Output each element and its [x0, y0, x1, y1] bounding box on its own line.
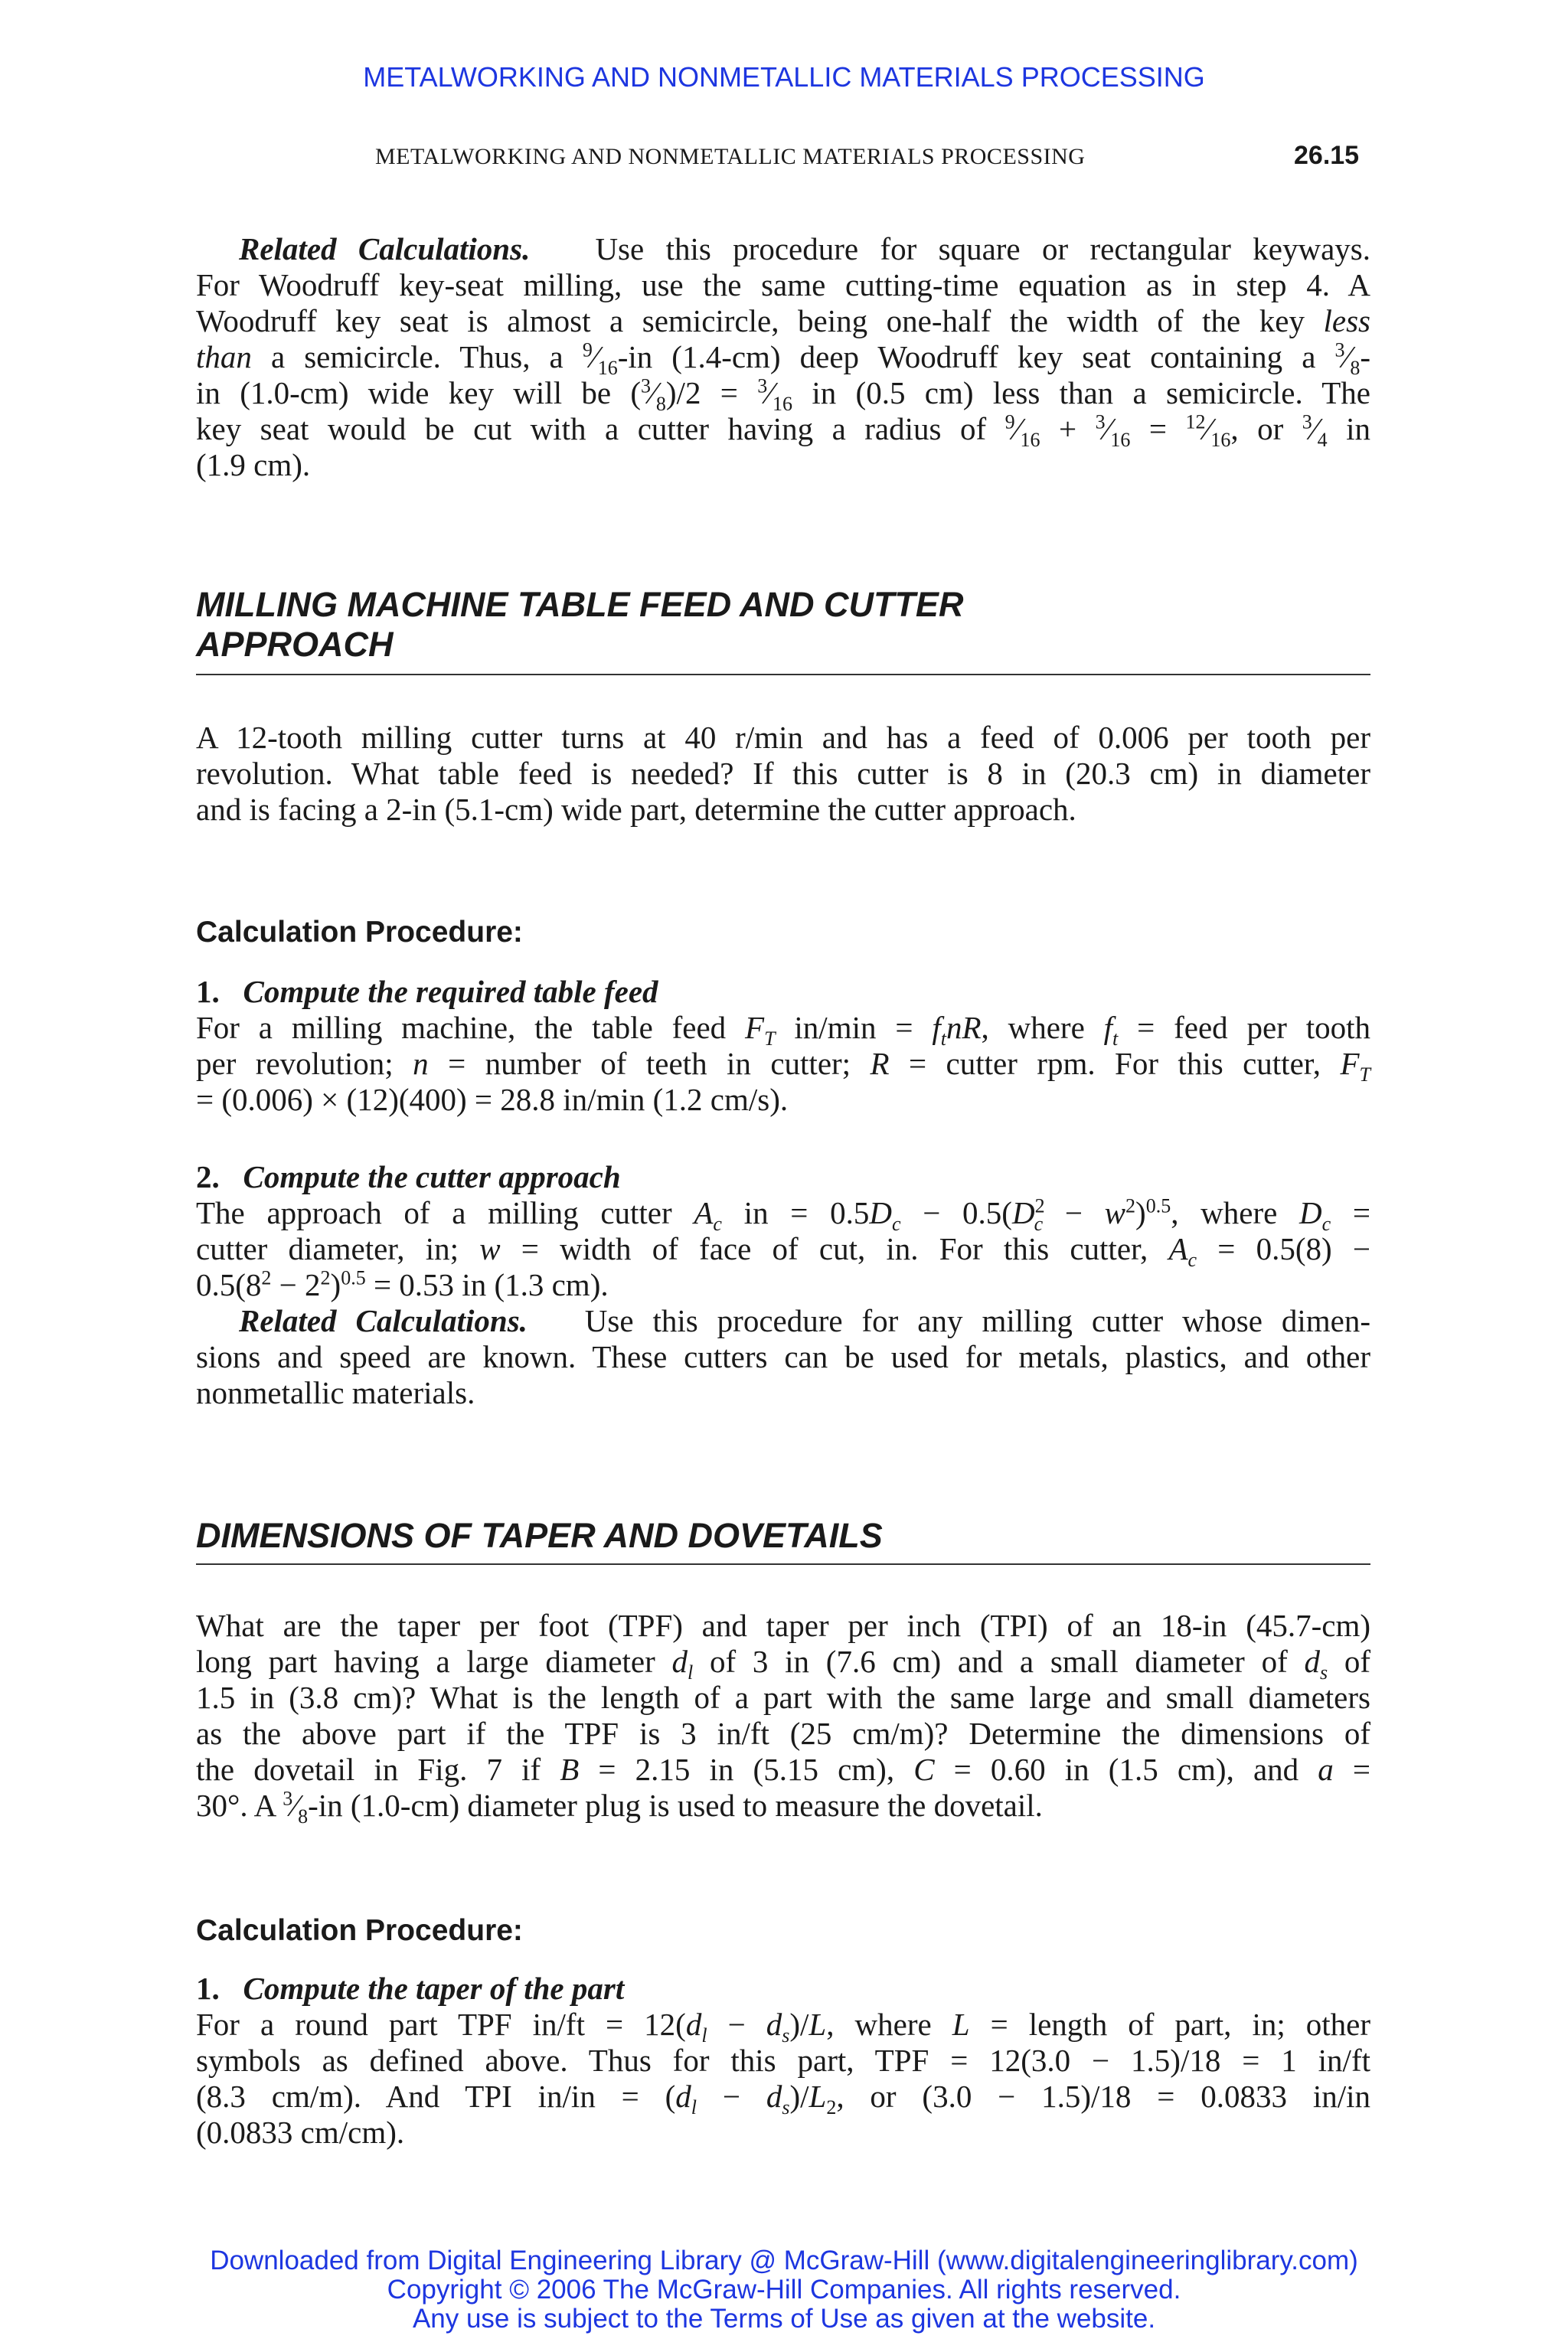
step-1-taper: 1. Compute the taper of the part For a round part TPF $in/ft = 12(d_l - d_s)/L$, where L = length of part, in; other symbols as defined above. Thus for this part, TPF = 12(3.0 − 1.5)/18 = 1 in/ft (8.3 cm/m). And TPI $in/in = (d_l - d_s)/L_2$, or (3.0 − 1.5)/18 = 0.0833 in/in (0.0833 cm/cm). — [196, 1971, 1371, 2150]
banner-title[interactable]: METALWORKING AND NONMETALLIC MATERIALS PROCESSING — [363, 61, 1205, 93]
section-rule — [196, 674, 1370, 675]
footer-terms: Any use is subject to the Terms of Use as given at the website. — [412, 2304, 1156, 2334]
problem-statement-taper: What are the taper per foot (TPF) and taper per inch (TPI) of an 18-in (45.7-cm) long part having a large diameter $d_l$ of 3 in (7.6 cm) and a small diameter of $d_s$ of 1.5 in (3.8 cm)? What is the length of a part with the same large and small diameters as the above part if the TPF is 3 in/ft (25 cm/m)? Determine the dimensions of the dovetail in Fig. 7 if B = 2.15 in (5.15 cm), C = 0.60 in (1.5 cm), and a = 30°. A $^3⁄_8-in$ (1.0-cm) diameter plug is used to measure the dovetail. — [196, 1608, 1371, 1828]
related-calculations-woodruff: Related Calculations. Use this procedure for square or rectangular keyways. For Woodruff key-seat milling, use the same cutting-time equation as in step 4. A Woodruff key seat is almost a semicircle, being one-half the width of the key less than a semicircle. Thus, a $^9⁄_{16}-in$ (1.4-cm) deep Woodruff key seat containing a $^3⁄_8-$ in (1.0-cm) wide key will be $(^3⁄_8)/2$ = $^3⁄_{16}$ in (0.5 cm) less than a semicircle. The key seat would be cut with a cutter having a radius of $^9⁄_{16}$ + $^3⁄_{16}$ = $^{12}⁄_{16}$, or $^3⁄_4$ in (1.9 cm). — [196, 231, 1371, 482]
calc-procedure-label: Calculation Procedure: — [196, 1914, 523, 1947]
footer — [0, 2246, 1568, 2334]
problem-statement-milling: A 12-tooth milling cutter turns at 40 r/min and has a feed of 0.006 per tooth per revolution. What table feed is needed? If this cutter is 8 in (20.3 cm) in diameter and is facing a 2-in (5.1-cm) wide part, determine the cutter approach. — [196, 720, 1370, 827]
step-1-table-feed: 1. Compute the required table feed For a milling machine, the table feed $F_T$ $in/\min = f_tnR$, where $f_t$ = feed per tooth per revolution; n = number of teeth in cutter; R = cutter rpm. For this cutter, $F_T$ = (0.006) × (12)(400) = 28.8 in/min (1.2 cm/s). — [196, 974, 1370, 1117]
section-heading-taper: DIMENSIONS OF TAPER AND DOVETAILS — [196, 1516, 883, 1555]
footer-download-link[interactable]: Downloaded from Digital Engineering Library @ McGraw-Hill (www.digitalengineeringlibrary.com) — [210, 2246, 1358, 2275]
heading-line: APPROACH — [196, 625, 394, 664]
calc-procedure-label: Calculation Procedure: — [196, 916, 523, 949]
section-heading-milling — [196, 585, 963, 665]
heading-line: MILLING MACHINE TABLE FEED AND CUTTER — [196, 585, 964, 624]
running-head: METALWORKING AND NONMETALLIC MATERIALS PROCESSING — [375, 144, 1086, 169]
page-number: 26.15 — [1294, 141, 1360, 170]
step-2-cutter-approach: 2. Compute the cutter approach The approach of a milling cutter $A_c$ in = $0.5D_c - 0.5(D^2_c - w^2)^{0.5}$, where $D_c$ = cutter diameter, in; w = width of face of cut, in. For this cutter, $A_c = 0.5(8)$ − $0.5(8^2 - 2^2)^{0.5} = 0.53$ in (1.3 cm). Related Calculations. Use this procedure for any milling cutter whose dimen- sions and speed are known. These cutters can be used for metals, plastics, and other nonmetallic materials. — [196, 1159, 1371, 1410]
footer-copyright: Copyright © 2006 The McGraw-Hill Companies. All rights reserved. — [387, 2275, 1181, 2305]
section-rule — [196, 1563, 1370, 1565]
